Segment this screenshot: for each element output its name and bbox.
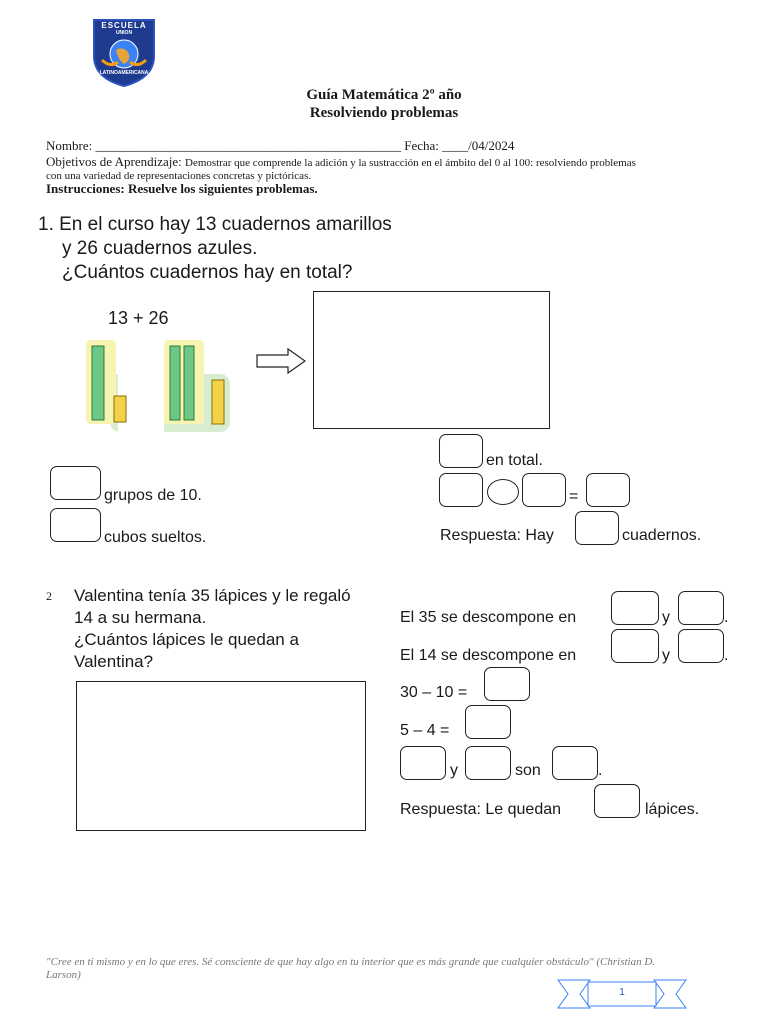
eq1-box[interactable] — [484, 667, 530, 701]
sum-son: son — [515, 762, 541, 779]
problem2-answer-prefix: Respuesta: Le quedan — [400, 801, 562, 818]
problem1-answer-prefix: Respuesta: Hay — [440, 527, 554, 544]
operator-circle[interactable] — [487, 479, 519, 505]
sum-dot: . — [598, 762, 603, 779]
problem2-answer-box[interactable] — [594, 784, 640, 818]
decomp35-y: y — [662, 609, 670, 626]
page-number: 1 — [619, 987, 625, 998]
cubes-label: cubos sueltos. — [104, 529, 207, 546]
problem1-line1: 1. En el curso hay 13 cuadernos amarillos — [38, 214, 392, 235]
logo-mid-text: UNION — [115, 30, 133, 36]
groups-label: grupos de 10. — [104, 487, 202, 504]
objectives-text-2: con una variedad de representaciones concretas y pictóricas. — [46, 170, 312, 182]
decomp35-box2[interactable] — [678, 591, 724, 625]
problem1-work-box[interactable] — [313, 291, 550, 429]
decomp14-box2[interactable] — [678, 629, 724, 663]
addend1-box[interactable] — [439, 473, 483, 507]
eq2-label: 5 – 4 = — [400, 722, 450, 739]
decomp35-box1[interactable] — [611, 591, 659, 625]
decomp14-dot: . — [724, 647, 729, 664]
decomp14-y: y — [662, 647, 670, 664]
objectives — [46, 155, 746, 170]
page-subtitle: Resolviendo problemas — [309, 105, 459, 121]
logo-top-text: ESCUELA — [101, 21, 147, 30]
problem1-answer-suffix: cuadernos. — [622, 527, 702, 544]
problem1-line2: y 26 cuadernos azules. — [62, 238, 258, 259]
problem2-line3: ¿Cuántos lápices le quedan a — [74, 630, 299, 649]
name-date-line: Nombre: _______________________________________________ Fecha: ____/04/2024 — [46, 138, 515, 153]
problem1-line3: ¿Cuántos cuadernos hay en total? — [62, 262, 353, 283]
problem2-line2: 14 a su hermana. — [74, 608, 207, 627]
total-answer-box[interactable] — [439, 434, 483, 468]
problem2-number: 2 — [46, 589, 52, 603]
sum-result-box[interactable] — [552, 746, 598, 780]
addend2-box[interactable] — [522, 473, 566, 507]
footer-quote: "Cree en ti mismo y en lo que eres. Sé consciente de que hay algo en tu interior que es más grande que cualquier obstáculo" (Christian D. Larson) — [46, 956, 656, 981]
decomp35-dot: . — [724, 609, 729, 626]
decomp35-label: El 35 se descompone en — [400, 609, 577, 626]
problem2-line1: Valentina tenía 35 lápices y le regaló — [74, 586, 351, 605]
problem2-work-box[interactable] — [76, 681, 366, 831]
eq2-box[interactable] — [465, 705, 511, 739]
sum-y: y — [450, 762, 458, 779]
problem2-answer-suffix: lápices. — [645, 801, 700, 818]
sum-part1-box[interactable] — [400, 746, 446, 780]
decomp14-box1[interactable] — [611, 629, 659, 663]
logo-bottom-text: LATINOAMERICANA — [99, 70, 149, 76]
total-label: en total. — [486, 452, 543, 469]
objectives-label: Objetivos de Aprendizaje: — [46, 154, 182, 169]
groups-answer-box[interactable] — [50, 466, 101, 500]
base-ten-blocks — [84, 338, 232, 436]
cubes-answer-box[interactable] — [50, 508, 101, 542]
sum-box[interactable] — [586, 473, 630, 507]
instructions: Instrucciones: Resuelve los siguientes problemas. — [46, 181, 318, 196]
problem1-answer-box[interactable] — [575, 511, 619, 545]
arrow-right-icon — [256, 348, 306, 374]
equals-sign: = — [569, 488, 579, 505]
page-title: Guía Matemática 2º año — [306, 87, 462, 103]
eq1-label: 30 – 10 = — [400, 684, 468, 701]
decomp14-label: El 14 se descompone en — [400, 647, 577, 664]
problem2-text — [74, 585, 351, 673]
problem1-expression: 13 + 26 — [108, 308, 169, 328]
sum-part2-box[interactable] — [465, 746, 511, 780]
objectives-text: Demostrar que comprende la adición y la sustracción en el ámbito del 0 al 100: resolviendo problemas — [185, 157, 636, 169]
problem2-line4: Valentina? — [74, 652, 154, 671]
